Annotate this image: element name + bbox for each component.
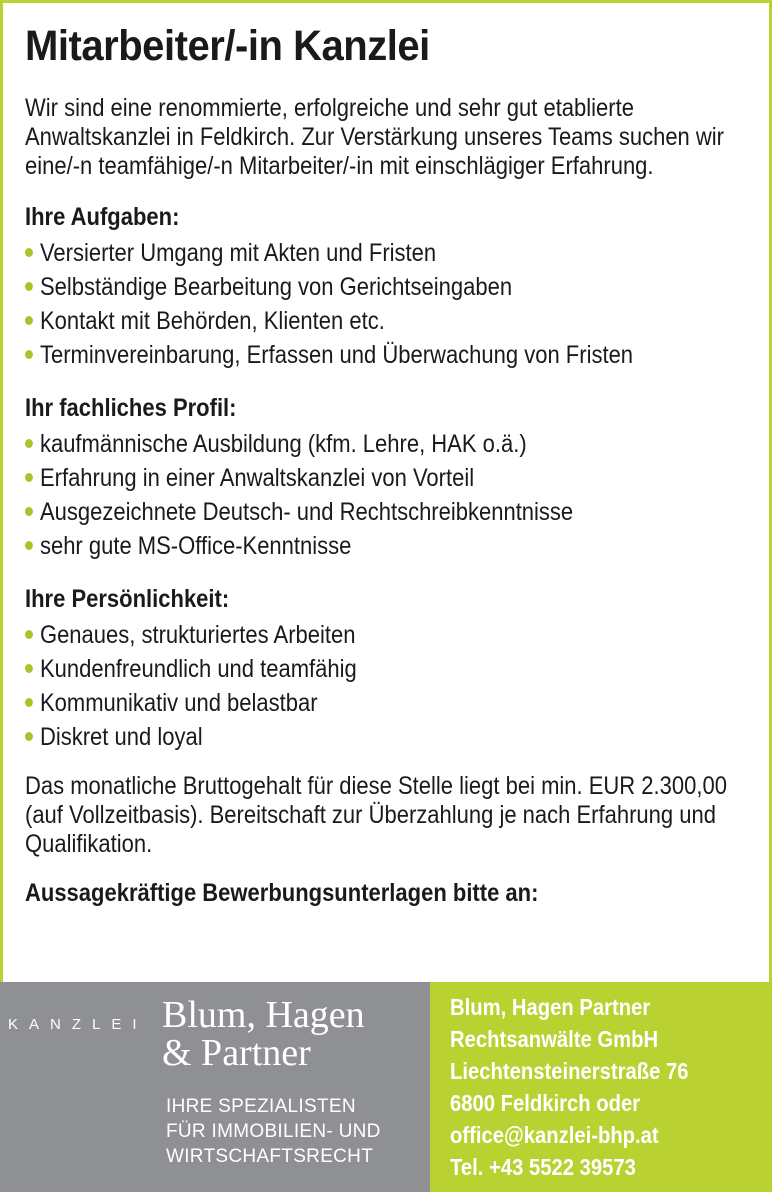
tagline-line: WIRTSCHAFTSRECHT	[166, 1146, 374, 1167]
tagline-line: FÜR IMMOBILIEN- UND	[166, 1121, 381, 1142]
bullet-icon	[25, 630, 33, 639]
tagline-line: IHRE SPEZIALISTEN	[166, 1096, 356, 1117]
bullet-icon	[25, 698, 33, 707]
list-item: Selbständige Bearbeitung von Gerichtseingaben	[25, 270, 667, 304]
list-item: Erfahrung in einer Anwaltskanzlei von Vorteil	[25, 461, 667, 495]
footer-contact-panel	[430, 982, 772, 1192]
job-ad-content	[25, 18, 755, 910]
salary-text: Das monatliche Bruttogehalt für diese Stelle liegt bei min. EUR 2.300,00 (auf Vollzeitbasis). Bereitschaft zur Überzahlung je nach Erfahrung und Qualifikation.	[25, 772, 727, 858]
city-address: 6800 Feldkirch oder	[450, 1090, 641, 1116]
personality-list	[25, 618, 755, 754]
list-item: sehr gute MS-Office-Kenntnisse	[25, 529, 667, 563]
section-title: Ihr fachliches Profil:	[25, 394, 237, 422]
list-item: Diskret und loyal	[25, 720, 667, 754]
bullet-icon	[25, 473, 33, 482]
list-item: Kontakt mit Behörden, Klienten etc.	[25, 304, 667, 338]
section-tasks	[25, 201, 755, 372]
kanzlei-label: KANZLEI	[8, 1016, 148, 1033]
task-list	[25, 236, 755, 372]
company-type: Rechtsanwälte GmbH	[450, 1026, 659, 1052]
list-item: Ausgezeichnete Deutsch- und Rechtschreibkenntnisse	[25, 495, 667, 529]
list-item: kaufmännische Ausbildung (kfm. Lehre, HAK o.ä.)	[25, 427, 667, 461]
bullet-icon	[25, 507, 33, 516]
phone-number[interactable]: Tel. +43 5522 39573	[450, 1154, 636, 1180]
brand-line-1: Blum, Hagen	[162, 994, 365, 1036]
bullet-icon	[25, 541, 33, 550]
contact-block	[450, 991, 688, 1183]
section-profile	[25, 392, 755, 563]
list-item: Terminvereinbarung, Erfassen und Überwachung von Fristen	[25, 338, 667, 372]
section-personality	[25, 583, 755, 754]
section-title: Ihre Persönlichkeit:	[25, 585, 230, 613]
company-name: Blum, Hagen Partner	[450, 994, 651, 1020]
bullet-icon	[25, 664, 33, 673]
apply-heading: Aussagekräftige Bewerbungsunterlagen bitte an:	[25, 879, 539, 907]
street-address: Liechtensteinerstraße 76	[450, 1058, 689, 1084]
bullet-icon	[25, 248, 33, 257]
tagline	[166, 1094, 381, 1169]
footer-brand-panel	[0, 982, 430, 1192]
brand-logo	[162, 996, 365, 1072]
bullet-icon	[25, 282, 33, 291]
list-item: Kommunikativ und belastbar	[25, 686, 667, 720]
bullet-icon	[25, 439, 33, 448]
bullet-icon	[25, 350, 33, 359]
list-item: Kundenfreundlich und teamfähig	[25, 652, 667, 686]
list-item: Genaues, strukturiertes Arbeiten	[25, 618, 667, 652]
email-link[interactable]: office@kanzlei-bhp.at	[450, 1122, 659, 1148]
bullet-icon	[25, 316, 33, 325]
bullet-icon	[25, 732, 33, 741]
brand-line-2: & Partner	[162, 1032, 311, 1074]
list-item: Versierter Umgang mit Akten und Fristen	[25, 236, 667, 270]
section-title: Ihre Aufgaben:	[25, 203, 180, 231]
profile-list	[25, 427, 755, 563]
job-title: Mitarbeiter/-in Kanzlei	[25, 22, 430, 70]
intro-text: Wir sind eine renommierte, erfolgreiche und sehr gut etablierte Anwaltskanzlei in Feldkirch. Zur Verstärkung unseres Teams suchen wir eine/-n teamfähige/-n Mitarbeiter/-in mit einschlägiger Erfahrung.	[25, 94, 725, 180]
